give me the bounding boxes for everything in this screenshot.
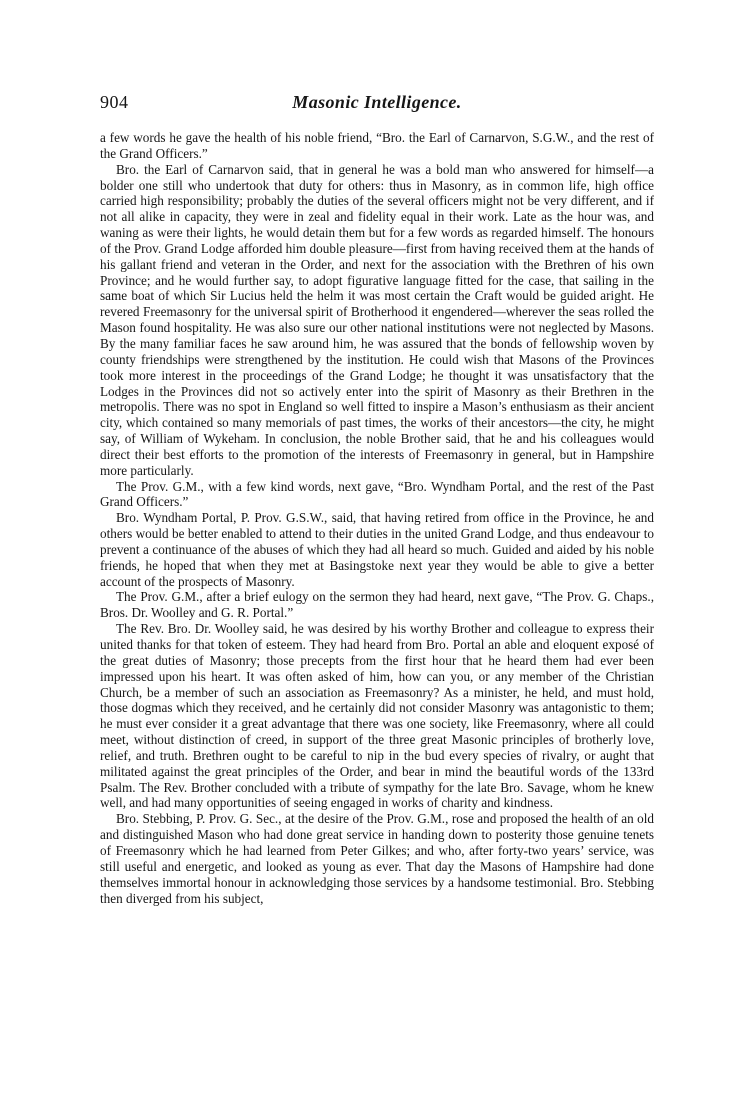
paragraph: a few words he gave the health of his noble friend, “Bro. the Earl of Carnarvon, S.G.W., and the rest of the Grand Officers.” bbox=[100, 130, 654, 161]
paragraph: The Rev. Bro. Dr. Woolley said, he was desired by his worthy Brother and colleague to express their united thanks for that token of esteem. They had heard from Bro. Portal an able and eloquent exposé of the great duties of Masonry; those precepts from the first hour that he heard them had ever been impressed upon his heart. It was often asked of him, how can you, or any member of the Christian Church, be a member of such an association as Freemasonry? As a minister, he held, and must hold, those dogmas which they received, and he certainly did not consider Masonry was antagonistic to them; he must ever consider it a great advantage that there was one society, like Freemasonry, where all could meet, without distinction of creed, in support of the three great Masonic principles of brotherly love, relief, and truth. Brethren ought to be careful to nip in the bud every species of rivalry, or aught that militated against the great principles of the Order, and bear in mind the beautiful words of the 133rd Psalm. The Rev. Brother concluded with a tribute of sympathy for the late Bro. Savage, whom he knew well, and had many opportunities of seeing engaged in works of charity and kindness. bbox=[100, 621, 654, 811]
article-body bbox=[100, 130, 654, 906]
paragraph: The Prov. G.M., with a few kind words, next gave, “Bro. Wyndham Portal, and the rest of the Past Grand Officers.” bbox=[100, 478, 654, 510]
paragraph: Bro. the Earl of Carnarvon said, that in general he was a bold man who answered for himself—a bolder one still who undertook that duty for others: thus in Masonry, as in common life, high office carried high responsibility; probably the duties of the several officers might not be very different, and if not all alike in capacity, they were in zeal and fidelity equal in their work. Late as the hour was, and waning as were their lights, he would detain them but for a few words as regarded himself. The honours of the Prov. Grand Lodge afforded him double pleasure—first from having received them at the hands of his gallant friend and veteran in the Order, and next for the association with the Brethren of his own Province; and he would further say, to adopt figurative language fitted for the case, that sailing in the same boat of which Sir Lucius held the helm it was most certain the Craft would be guided aright. He revered Freemasonry for the universal spirit of Brotherhood it engendered—wherever the seas rolled the Mason found hospitality. He was also sure our other national institutions were not neglected by Masons. By the many familiar faces he saw around him, he was assured that the bonds of fellowship woven by county friendships were strengthened by the institution. He could wish that Masons of the Provinces took more interest in the proceedings of the Grand Lodge; he thought it was unsatisfactory that the Lodges in the Provinces did not so actively enter into the spirit of Masonry as their Brethren in the metropolis. There was no spot in England so well fitted to inspire a Mason’s enthusiasm as their ancient city, which contained so many memorials of past times, the works of their ancestors—the city, he might say, of William of Wykeham. In conclusion, the noble Brother said, that he and his colleagues would direct their best efforts to the promotion of the interests of Freemasonry in general, but in Hampshire more particularly. bbox=[100, 161, 654, 478]
paragraph: Bro. Stebbing, P. Prov. G. Sec., at the desire of the Prov. G.M., rose and proposed the health of an old and distinguished Mason who had done great service in handing down to posterity those genuine tenets of Freemasonry which he had learned from Peter Gilkes; and who, after forty-two years’ service, was still useful and energetic, and looked as young as ever. That day the Masons of Hampshire had done themselves immortal honour in acknowledging those services by a handsome testimonial. Bro. Stebbing then diverged from his subject, bbox=[100, 811, 654, 906]
paragraph: The Prov. G.M., after a brief eulogy on the sermon they had heard, next gave, “The Prov. G. Chaps., Bros. Dr. Woolley and G. R. Portal.” bbox=[100, 589, 654, 621]
page-number: 904 bbox=[100, 92, 129, 112]
running-title: Masonic Intelligence. bbox=[292, 92, 462, 112]
page-header bbox=[100, 92, 654, 122]
paragraph: Bro. Wyndham Portal, P. Prov. G.S.W., said, that having retired from office in the Province, he and others would be better enabled to attend to their duties in the united Grand Lodge, and thus endeavour to prevent a continuance of the abuses of which they had all heard so much. Guided and aided by his noble friends, he hoped that when they met at Basingstoke next year they would be able to give a better account of the prospects of Masonry. bbox=[100, 510, 654, 589]
